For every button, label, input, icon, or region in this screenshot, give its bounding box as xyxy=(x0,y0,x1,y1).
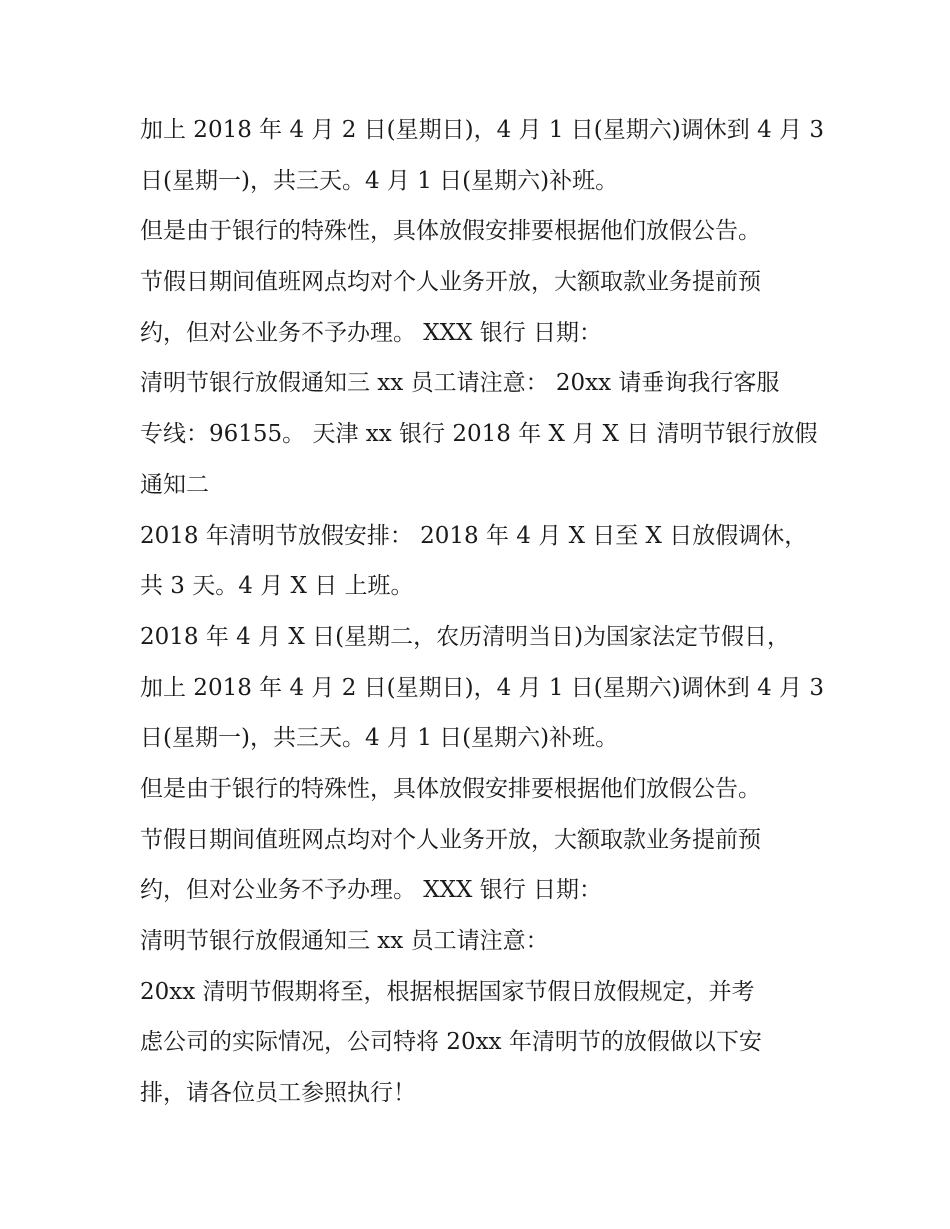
text-line: 日(星期一)，共三天。4 月 1 日(星期六)补班。 xyxy=(140,725,619,752)
text-line: 节假日期间值班网点均对个人业务开放，大额取款业务提前预 xyxy=(140,826,761,853)
text-line: 日(星期一)，共三天。4 月 1 日(星期六)补班。 xyxy=(140,167,619,194)
text-line: 节假日期间值班网点均对个人业务开放，大额取款业务提前预 xyxy=(140,269,761,296)
text-line: 加上 2018 年 4 月 2 日(星期日)，4 月 1 日(星期六)调休到 4 月 3 xyxy=(140,117,824,143)
text-line: 共 3 天。4 月 X 日 上班。 xyxy=(140,573,414,600)
text-line: 约，但对公业务不予办理。 XXX 银行 日期： xyxy=(140,319,603,346)
text-line: 专线：96155。 天津 xx 银行 2018 年 X 月 X 日 清明节银行放假 xyxy=(140,421,818,448)
text-line: 排，请各位员工参照执行！ xyxy=(140,1080,416,1107)
text-line: 2018 年清明节放假安排： 2018 年 4 月 X 日至 X 日放假调休， xyxy=(140,522,808,549)
text-line: 虑公司的实际情况，公司特将 20xx 年清明节的放假做以下安 xyxy=(140,1029,762,1056)
document-body xyxy=(140,105,830,1119)
text-line: 清明节银行放假通知三 xx 员工请注意： 20xx 请垂询我行客服 xyxy=(140,370,780,397)
text-line: 约，但对公业务不予办理。 XXX 银行 日期： xyxy=(140,877,603,904)
text-line: 2018 年 4 月 X 日(星期二，农历清明当日)为国家法定节假日， xyxy=(140,623,791,650)
text-line: 通知二 xyxy=(140,471,209,498)
text-line: 20xx 清明节假期将至，根据根据国家节假日放假规定，并考 xyxy=(140,978,755,1005)
text-line: 但是由于银行的特殊性，具体放假安排要根据他们放假公告。 xyxy=(140,218,761,245)
text-line: 但是由于银行的特殊性，具体放假安排要根据他们放假公告。 xyxy=(140,775,761,802)
text-line: 加上 2018 年 4 月 2 日(星期日)，4 月 1 日(星期六)调休到 4 月 3 xyxy=(140,674,824,701)
text-line: 清明节银行放假通知三 xx 员工请注意： xyxy=(140,928,549,954)
